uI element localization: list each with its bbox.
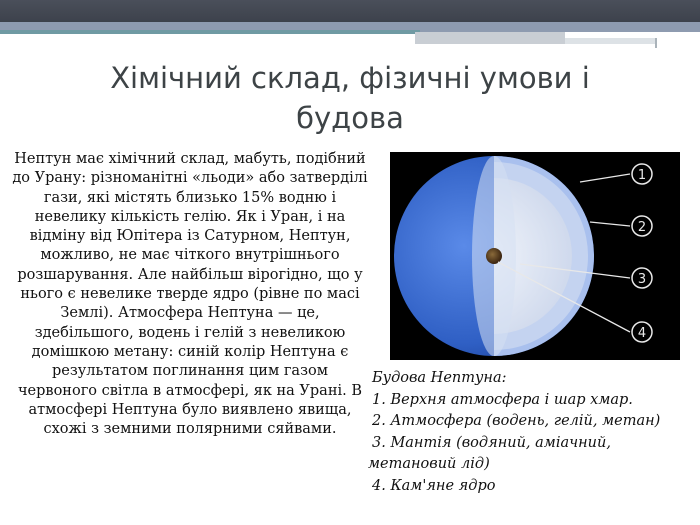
header-band-dark	[0, 0, 700, 22]
caption-item: метановий лід)	[368, 456, 490, 472]
caption-item: 1. Верхня атмосфера і шар хмар.	[372, 391, 633, 408]
caption-item: 4. Кам'яне ядро	[372, 477, 496, 494]
header-band-gray	[415, 32, 565, 44]
leader-line-2	[590, 222, 630, 226]
neptune-structure-diagram	[390, 152, 680, 360]
caption-heading: Будова Нептуна:	[372, 370, 507, 386]
marker-label-3: 3	[637, 272, 647, 287]
header-band-strip	[565, 38, 655, 44]
marker-label-2: 2	[637, 220, 647, 235]
slide-title: Хімічний склад, фізичні умови і будова	[110, 61, 590, 135]
leader-line-1	[580, 174, 630, 182]
caption-item: 2. Атмосфера (водень, гелій, метан)	[372, 413, 661, 429]
diagram-caption	[368, 368, 700, 497]
marker-label-1: 1	[637, 168, 647, 183]
marker-label-4: 4	[637, 326, 647, 341]
core	[486, 248, 502, 264]
neptune-cutaway-svg	[390, 152, 680, 360]
caption-item: 3. Мантія (водяний, аміачний,	[372, 434, 611, 451]
header-band-accent	[0, 30, 420, 34]
body-text: Нептун має хімічний склад, мабуть, подібний до Урану: різноманітні «льоди» або затверділі гази, які містять близько 15% водню і невелику кількість гелію. Як і Уран, і на відміну від Юпітера із Сатурном, Нептун, можливо, не має чіткого внутрішнього розшарування. Але найбільш вірогідно, що у нього є невелике тверде ядро (рівне по масі Землі). Атмосфера Нептуна — це, здебільшого, водень і гелій з невеликою домішкою метану: синій колір Нептуна є результатом поглинання цим газом червоного світла в атмосфері, як на Урані. В атмосфері Нептуна було виявлено явища, схожі з земними полярними сяйвами.	[12, 151, 368, 438]
header-band-lines	[655, 38, 700, 48]
